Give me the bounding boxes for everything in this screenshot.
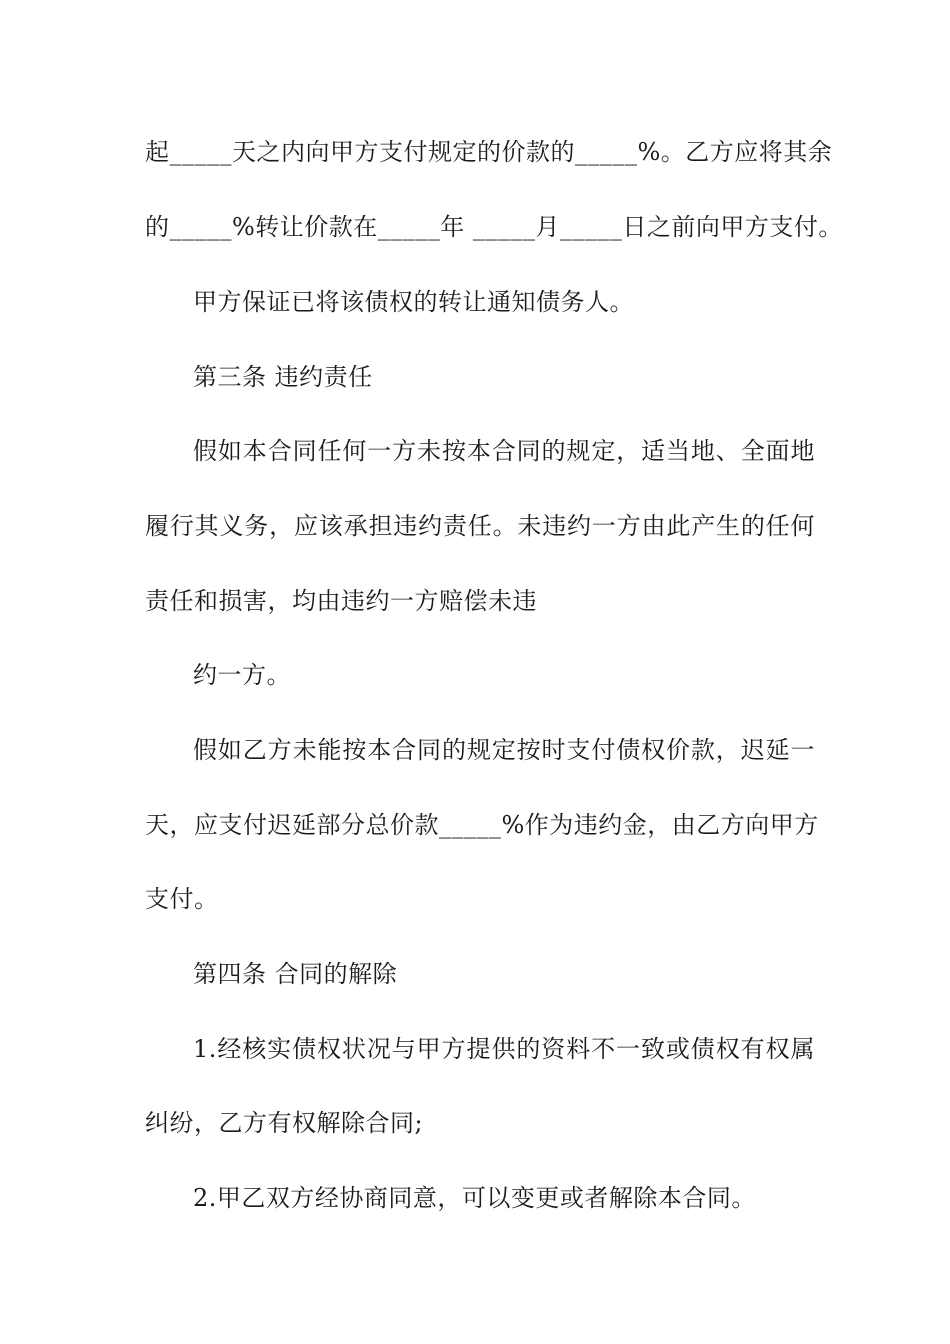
text-line-9: 假如乙方未能按本合同的规定按时支付债权价款，迟延一	[193, 736, 815, 764]
text-line-1: 起_____天之内向甲方支付规定的价款的_____%。乙方应将其余	[145, 138, 833, 166]
text-line-6: 履行其义务，应该承担违约责任。未违约一方由此产生的任何	[145, 512, 815, 540]
text-line-11: 支付。	[145, 885, 219, 913]
text-line-3: 甲方保证已将该债权的转让通知债务人。	[193, 288, 634, 316]
text-line-2: 的_____%转让价款在_____年 _____月_____日之前向甲方支付。	[145, 213, 843, 241]
section-heading-3: 第三条 违约责任	[193, 363, 373, 391]
text-line-7: 责任和损害，均由违约一方赔偿未违	[145, 587, 537, 615]
section-heading-4: 第四条 合同的解除	[193, 960, 398, 988]
text-line-8: 约一方。	[193, 661, 291, 689]
text-line-14: 纠纷，乙方有权解除合同;	[145, 1109, 424, 1137]
text-line-15: 2.甲乙双方经协商同意，可以变更或者解除本合同。	[193, 1184, 756, 1212]
text-line-5: 假如本合同任何一方未按本合同的规定，适当地、全面地	[193, 437, 815, 465]
text-line-10: 天，应支付迟延部分总价款_____%作为违约金，由乙方向甲方	[145, 811, 819, 839]
text-line-13: 1.经核实债权状况与甲方提供的资料不一致或债权有权属	[193, 1035, 815, 1063]
